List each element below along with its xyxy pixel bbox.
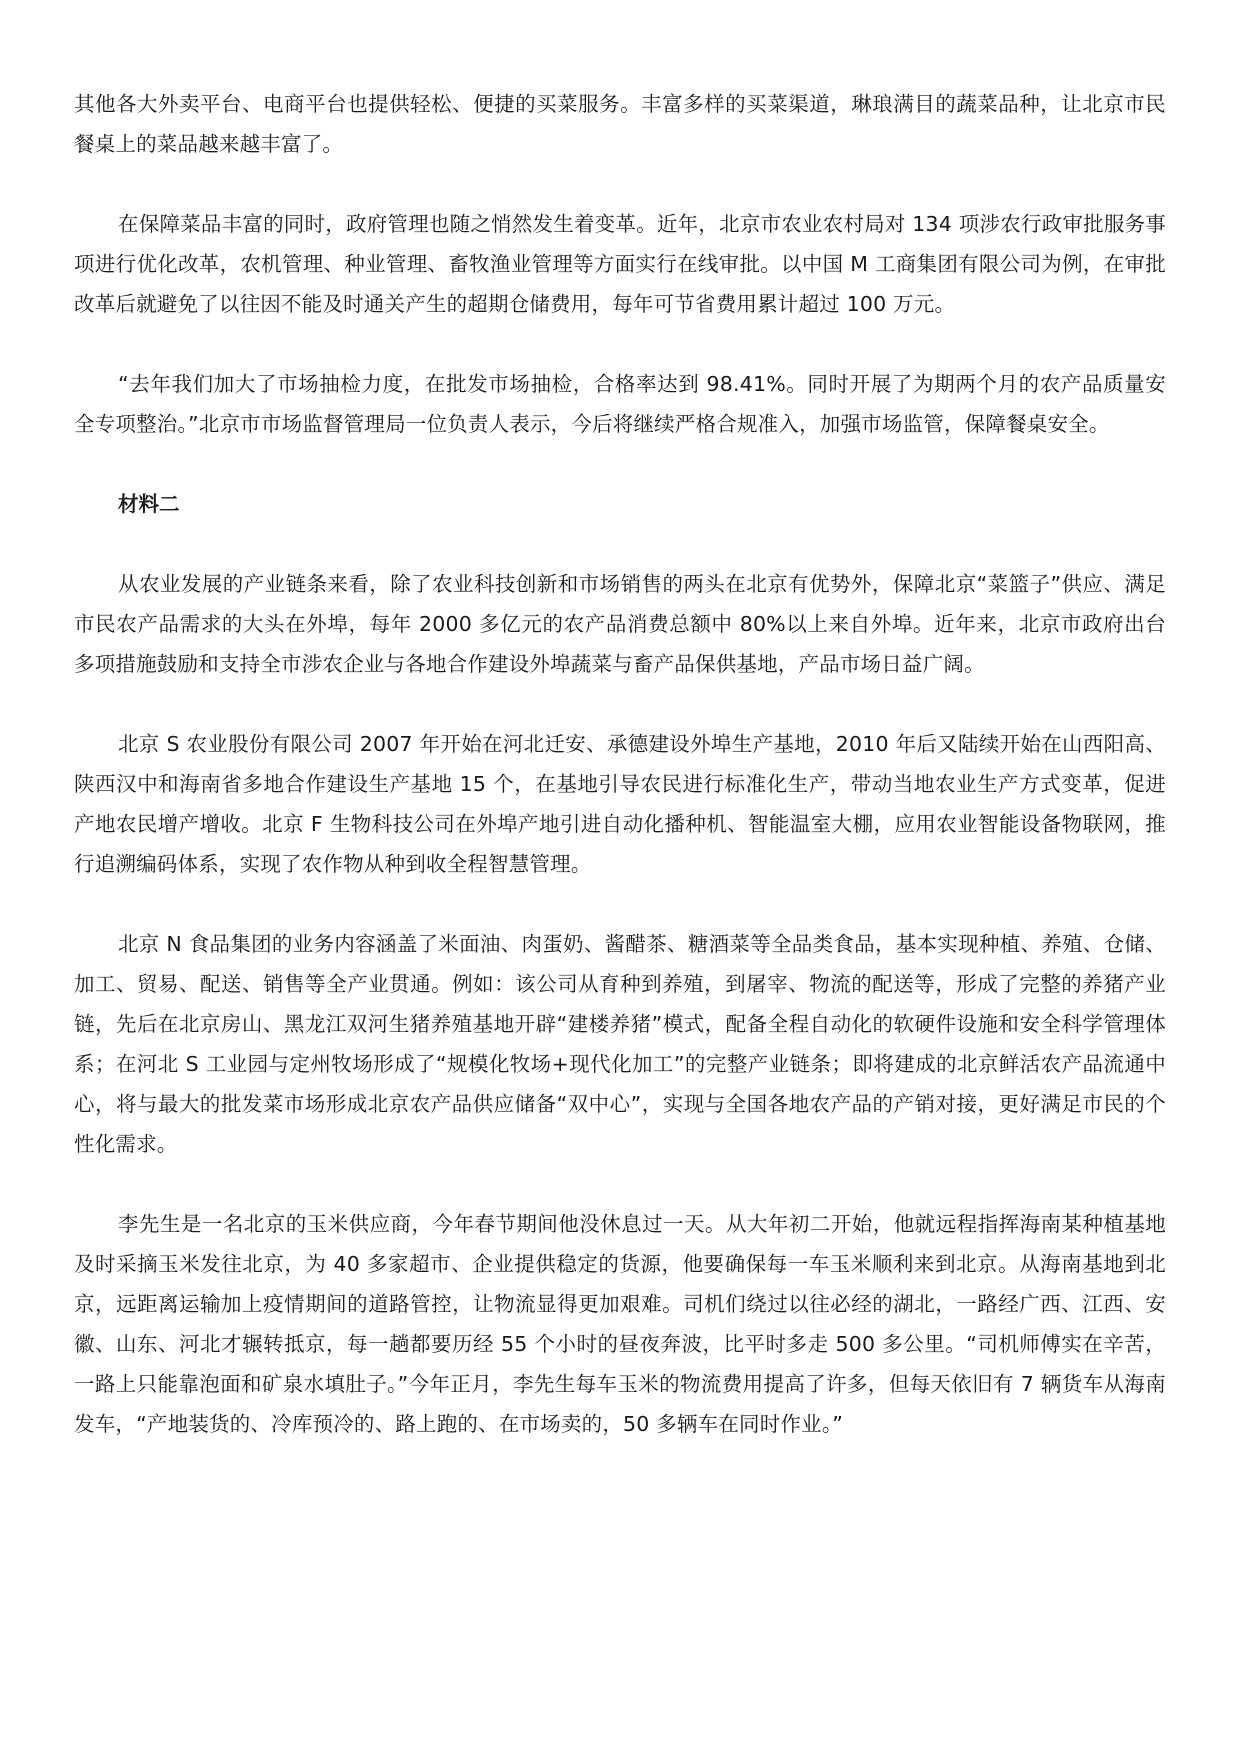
paragraph-gap <box>74 444 1166 484</box>
paragraph-gap <box>74 524 1166 564</box>
paragraph-gap <box>74 164 1166 204</box>
paragraph-3: “去年我们加大了市场抽检力度，在批发市场抽检，合格率达到 98.41%。同时开展了为期两个月的农产品质量安全专项整治。”北京市市场监督管理局一位负责人表示，今后将继续严格合规准入，加强市场监管，保障餐桌安全。 <box>74 372 1166 436</box>
paragraph-7: 李先生是一名北京的玉米供应商，今年春节期间他没休息过一天。从大年初二开始，他就远程指挥海南某种植基地及时采摘玉米发往北京，为 40 多家超市、企业提供稳定的货源，他要确保每一车玉米顺利来到北京。从海南基地到北京，远距离运输加上疫情期间的道路管控，让物流显得更加艰难。司机们绕过以往必经的湖北，一路经广西、江西、安徽、山东、河北才辗转抵京，每一趟都要历经 55 个小时的昼夜奔波，比平时多走 500 多公里。“司机师傅实在辛苦，一路上只能靠泡面和矿泉水填肚子。”今年正月，李先生每车玉米的物流费用提高了许多，但每天依旧有 7 辆货车从海南发车，“产地装货的、冷库预冷的、路上跑的、在市场卖的，50 多辆车在同时作业。” <box>74 1212 1166 1436</box>
document-page <box>74 84 1166 1444</box>
paragraph-gap <box>74 1164 1166 1204</box>
paragraph-gap <box>74 884 1166 924</box>
paragraph-5: 北京 S 农业股份有限公司 2007 年开始在河北迁安、承德建设外埠生产基地，2010 年后又陆续开始在山西阳高、陕西汉中和海南省多地合作建设生产基地 15 个，在基地引导农民进行标准化生产，带动当地农业生产方式变革，促进产地农民增产增收。北京 F 生物科技公司在外埠产地引进自动化播种机、智能温室大棚，应用农业智能设备物联网，推行追溯编码体系，实现了农作物从种到收全程智慧管理。 <box>74 732 1166 876</box>
section-heading: 材料二 <box>118 492 180 516</box>
paragraph-6: 北京 N 食品集团的业务内容涵盖了米面油、肉蛋奶、酱醋茶、糖酒菜等全品类食品，基本实现种植、养殖、仓储、加工、贸易、配送、销售等全产业贯通。例如：该公司从育种到养殖，到屠宰、物流的配送等，形成了完整的养猪产业链，先后在北京房山、黑龙江双河生猪养殖基地开辟“建楼养猪”模式，配备全程自动化的软硬件设施和安全科学管理体系；在河北 S 工业园与定州牧场形成了“规模化牧场+现代化加工”的完整产业链条；即将建成的北京鲜活农产品流通中心，将与最大的批发菜市场形成北京农产品供应储备“双中心”，实现与全国各地农产品的产销对接，更好满足市民的个性化需求。 <box>74 932 1166 1156</box>
paragraph-1: 其他各大外卖平台、电商平台也提供轻松、便捷的买菜服务。丰富多样的买菜渠道，琳琅满目的蔬菜品种，让北京市民餐桌上的菜品越来越丰富了。 <box>74 92 1166 156</box>
paragraph-gap <box>74 324 1166 364</box>
paragraph-4: 从农业发展的产业链条来看，除了农业科技创新和市场销售的两头在北京有优势外，保障北京“菜篮子”供应、满足市民农产品需求的大头在外埠，每年 2000 多亿元的农产品消费总额中 80%以上来自外埠。近年来，北京市政府出台多项措施鼓励和支持全市涉农企业与各地合作建设外埠蔬菜与畜产品保供基地，产品市场日益广阔。 <box>74 572 1166 676</box>
paragraph-gap <box>74 684 1166 724</box>
paragraph-2: 在保障菜品丰富的同时，政府管理也随之悄然发生着变革。近年，北京市农业农村局对 134 项涉农行政审批服务事项进行优化改革，农机管理、种业管理、畜牧渔业管理等方面实行在线审批。以中国 M 工商集团有限公司为例，在审批改革后就避免了以往因不能及时通关产生的超期仓储费用，每年可节省费用累计超过 100 万元。 <box>74 212 1166 316</box>
